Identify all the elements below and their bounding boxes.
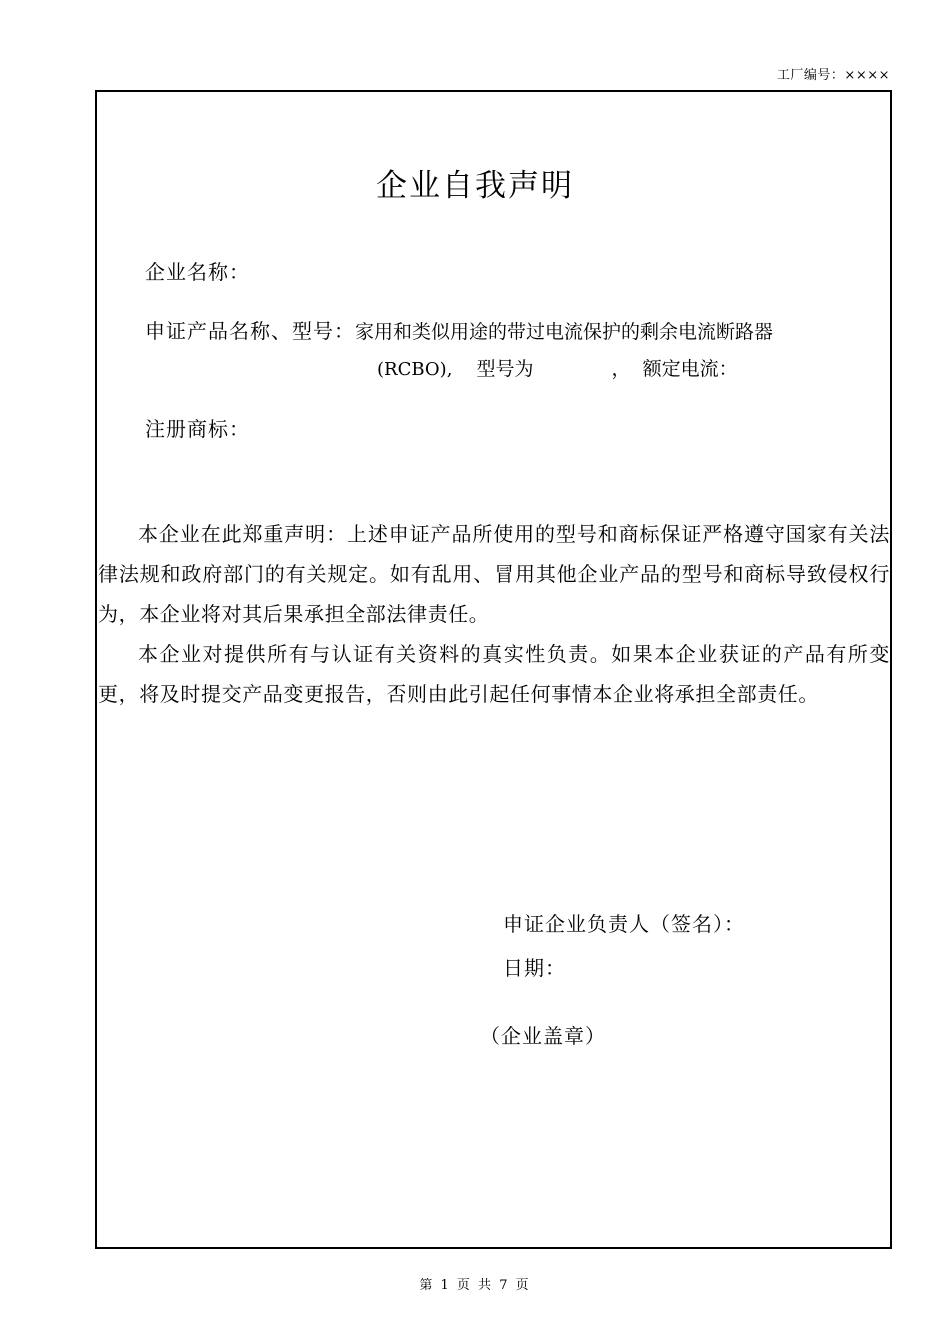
company-name-label: 企业名称： — [145, 260, 250, 284]
product-abbr: (RCBO), — [377, 359, 453, 380]
declaration-body — [98, 514, 890, 714]
declaration-paragraph: 本企业对提供所有与认证有关资料的真实性负责。如果本企业获证的产品有所变更，将及时提交产品变更报告，否则由此引起任何事情本企业将承担全部责任。 — [98, 642, 890, 706]
page-number: 第 1 页 共 7 页 — [419, 1278, 531, 1293]
declaration-paragraph: 本企业在此郑重声明：上述申证产品所使用的型号和商标保证严格遵守国家有关法律法规和政府部门的有关规定。如有乱用、冒用其他企业产品的型号和商标导致侵权行为，本企业将对其后果承担全部法律责任。 — [98, 522, 890, 626]
page-title: 企业自我声明 — [376, 168, 574, 204]
seal-label: （企业盖章） — [480, 1024, 606, 1048]
product-field — [145, 315, 773, 344]
model-comma: ， — [611, 358, 631, 380]
signature-label: 申证企业负责人（签名）： — [503, 912, 745, 936]
product-label: 申证产品名称、型号： — [145, 319, 355, 343]
model-label: 型号为 — [476, 358, 534, 380]
factory-code: 工厂编号：×××× — [776, 68, 890, 83]
trademark-label: 注册商标： — [145, 417, 250, 441]
date-label: 日期： — [503, 956, 566, 980]
product-model-line — [377, 354, 738, 381]
rated-current-label: 额定电流： — [642, 358, 738, 380]
product-name: 家用和类似用途的带过电流保护的剩余电流断路器 — [355, 321, 774, 343]
